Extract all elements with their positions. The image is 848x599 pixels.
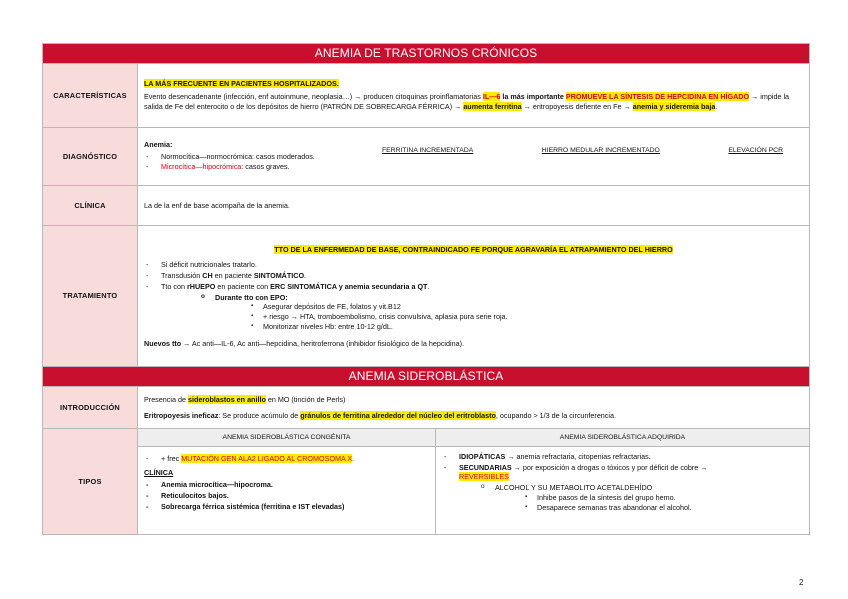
list-item: ▪ Monitorizar niveles Hb: entre 10-12 g/dL.: [251, 322, 803, 332]
caracteristicas-content: [138, 64, 810, 128]
list-item: ▪ Desaparece semanas tras abandonar el alcohol.: [525, 503, 803, 513]
list-item: - Sobrecarga férrica sistémica (ferritina e IST elevadas): [144, 502, 429, 512]
anemia-highlight: anemia y sideremia baja: [632, 101, 716, 111]
text: en paciente: [212, 271, 254, 281]
list-item: [442, 463, 803, 513]
pcr-finding: ELEVACIÓN PCR: [728, 146, 783, 154]
text: en paciente con: [215, 281, 271, 291]
alcohol-list: [481, 483, 803, 512]
text: → impide la salida de Fe del enterocito o de los depósitos de hierro (PATRÓN DE SOBRECARGA FÉRRICA) →: [144, 92, 790, 111]
text: en MO (tinción de Perls): [265, 394, 346, 404]
text: ERC SINTOMÁTICA y anemia secundaria a QT: [270, 281, 428, 291]
list-item: [481, 483, 803, 512]
congenita-clinica-heading: CLÍNICA: [144, 467, 174, 477]
adquirida-list: [442, 452, 803, 512]
alcohol-sublist: [525, 493, 803, 512]
list-item: [144, 454, 429, 464]
list-item: [201, 293, 803, 332]
page-number: 2: [799, 578, 804, 587]
text: : casos graves.: [241, 162, 290, 172]
text: : Se produce acúmulo de: [218, 410, 301, 420]
list-item: [144, 271, 803, 281]
promueve-highlight: PROMUEVE LA SÍNTESIS DE HEPCIDINA EN HÍGADO: [565, 92, 750, 102]
clinica-content: La de la enf de base acompaña de la anemia.: [138, 186, 810, 226]
section-banner-acr: ANEMIA DE TRASTORNOS CRÓNICOS: [43, 44, 810, 64]
list-item: [144, 162, 382, 172]
reversibles-highlight: REVERSIBLES: [459, 472, 509, 482]
text: .: [352, 454, 355, 463]
diagnostico-list: [144, 152, 382, 172]
list-item: - Normocítica—normocrómica: casos moderados.: [144, 152, 382, 162]
text: Evento desencadenante (infección, enf autoinmune, neoplasia…) → producen citoquinas proinflamatorias: [144, 92, 483, 102]
text: anemia refractaria, citopenias refractarias.: [514, 452, 651, 461]
mutacion-highlight: MUTACIÓN GEN ALA2 LIGADO AL CROMOSOMA X: [181, 454, 353, 463]
text: por exposición a drogas o tóxicos y por déficit de cobre →: [520, 462, 708, 472]
sideroblastos-highlight: sideroblastos en anillo: [187, 394, 266, 404]
congenita-content: [138, 447, 436, 535]
congenita-heading: ANEMIA SIDEROBLÁSTICA CONGÉNITA: [138, 429, 436, 447]
text: SECUNDARIAS →: [459, 462, 521, 472]
adquirida-heading: ANEMIA SIDEROBLÁSTICA ADQUIRIDA: [436, 429, 810, 447]
tratamiento-list: [144, 260, 803, 331]
row-label-diagnostico: DIAGNÓSTICO: [43, 128, 138, 186]
il6-highlight: IL—6: [482, 92, 501, 102]
text: la más importante: [502, 92, 564, 102]
congenita-clinica-list: [144, 480, 429, 511]
text: Durante tto con EPO:: [215, 292, 288, 302]
list-item: ▪ + riesgo → HTA, tromboembolismo, crisis convulsiva, aplasia pura serie roja.: [251, 312, 803, 322]
row-label-tipos: TIPOS: [43, 429, 138, 535]
document-sheet: [42, 43, 809, 535]
list-item: - Anemia microcítica—hipocroma.: [144, 480, 429, 490]
congenita-list: [144, 454, 429, 464]
text: → Ac anti—IL-6, Ac anti—hepcidina, heritroferrona (inhibidor fisiológico de la hepcidina).: [181, 338, 464, 348]
text: Eritropoyesis ineficaz: [144, 410, 219, 420]
list-item: [144, 282, 803, 332]
list-item: [442, 452, 803, 462]
tratamiento-heading: TTO DE LA ENFERMEDAD DE BASE, CONTRAINDICADO FE PORQUE AGRAVARÍA EL ATRAPAMIENTO DEL HIERRO: [274, 244, 673, 254]
text: Microcítica—hipocrómica: [161, 162, 242, 172]
list-item: - Reticulocitos bajos.: [144, 491, 429, 501]
tratamiento-content: [138, 226, 810, 367]
text: Nuevos tto: [144, 338, 182, 348]
diagnostico-content: [138, 128, 810, 186]
text: ALCOHOL Y SU METABOLITO ACETALDEHÍDO: [495, 483, 653, 493]
row-label-caracteristicas: CARACTERÍSTICAS: [43, 64, 138, 128]
granulos-highlight: gránulos de ferritina alrededor del núcleo del eritroblasto: [300, 410, 496, 420]
caracteristicas-paragraph: [144, 92, 803, 111]
adquirida-content: [436, 447, 810, 535]
list-item: ▪ Inhibe pasos de la síntesis del grupo hemo.: [525, 493, 803, 503]
text: .: [304, 271, 307, 281]
caracteristicas-headline: LA MÁS FRECUENTE EN PACIENTES HOSPITALIZADOS.: [144, 79, 339, 89]
text: .: [715, 101, 718, 111]
ferritina-finding: FERRITINA INCREMENTADA: [382, 146, 474, 154]
nuevos-tto: [144, 339, 803, 349]
list-item: - Si déficit nutricionales tratarlo.: [144, 260, 803, 270]
text: Tto con: [161, 281, 187, 291]
diagnostico-anemia-label: Anemia:: [144, 139, 173, 149]
section-banner-as: ANEMIA SIDEROBLÁSTICA: [43, 367, 810, 387]
text: Transdusión: [161, 271, 203, 281]
text: rHUEPO: [186, 281, 216, 291]
text: Presencia de: [144, 394, 188, 404]
text: SINTOMÁTICO: [253, 271, 305, 281]
hierro-finding: HIERRO MEDULAR INCREMENTADO: [541, 146, 660, 154]
text: → eritropoyesis defiente en Fe →: [521, 101, 633, 111]
text: IDIOPÁTICAS →: [459, 452, 515, 461]
row-label-clinica: CLÍNICA: [43, 186, 138, 226]
text: + frec: [161, 454, 182, 463]
introduccion-content: [138, 387, 810, 429]
row-label-introduccion: INTRODUCCIÓN: [43, 387, 138, 429]
text: CH: [202, 271, 213, 281]
summary-table: [42, 43, 810, 535]
text: , ocupando > 1/3 de la circunferencia.: [495, 410, 616, 420]
epo-sublist: [251, 302, 803, 331]
row-label-tratamiento: TRATAMIENTO: [43, 226, 138, 367]
ferritina-highlight: aumenta ferritina: [463, 101, 522, 111]
text: .: [427, 281, 430, 291]
epo-list: [201, 293, 803, 332]
list-item: ▪ Asegurar depósitos de FE, folatos y vit.B12: [251, 302, 803, 312]
